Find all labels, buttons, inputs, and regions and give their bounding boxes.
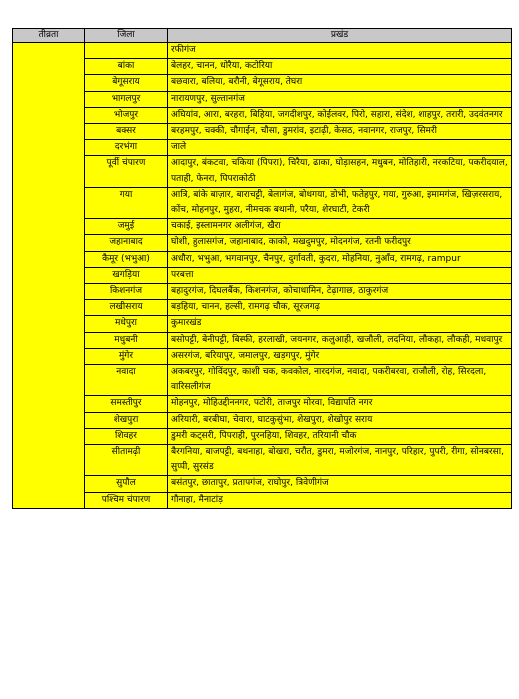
table-row — [13, 59, 512, 75]
district-cell: सीतामढ़ी — [85, 445, 168, 476]
district-cell: बक्सर — [85, 124, 168, 140]
district-cell: गया — [85, 187, 168, 218]
table-row — [13, 140, 512, 156]
blocks-cell: आत्रि, बांके बाज़ार, बाराचट्टी, बेलागंज, बोधगया, डोभी, फतेहपुर, गया, गुरुआ, इमामगंज, खिज़रसराय, कोंच, मोहनपुर, मुहरा, नीमचक बथानी, परैया, शेरघाटी, टेकरी — [168, 187, 512, 218]
header-block: प्रखंड — [168, 29, 512, 43]
blocks-cell: असरगंज, बरियापुर, जमालपुर, खड़गपुर, मुंगेर — [168, 348, 512, 364]
district-cell: बांका — [85, 59, 168, 75]
blocks-cell: अकबरपुर, गोविंदपुर, काशी चक, कवकोल, नारदगंज, नवादा, पकरीबरवा, राजौली, रोह, सिरदला, वारिसलीगंज — [168, 365, 512, 396]
blocks-cell: परबत्ता — [168, 267, 512, 283]
district-cell: दरभंगा — [85, 140, 168, 156]
district-cell: शिवहर — [85, 428, 168, 444]
blocks-cell: बैरगनिया, बाजपट्टी, बथनाहा, बोखरा, चरौत, डुमरा, मजोरगंज, नानपुर, परिहार, पुपरी, रीगा, सोनबरसा, सुप्पी, सुरसंड — [168, 445, 512, 476]
district-cell — [85, 43, 168, 59]
district-cell: पश्चिम चंपारण — [85, 492, 168, 508]
district-cell: मधेपुरा — [85, 316, 168, 332]
table-row — [13, 412, 512, 428]
blocks-cell: मोहनपुर, मोहिउद्दीननगर, पटोरी, ताजपुर मोरवा, विद्यापति नगर — [168, 396, 512, 412]
blocks-cell: घोशी, हुलासगंज, जहानाबाद, काको, मखदुमपुर, मोदनगंज, रतनी फरीदपुर — [168, 235, 512, 251]
table-row — [13, 235, 512, 251]
blocks-cell: डुमरी कट्सरी, पिपराही, पुरनहिया, शिवहर, तरियानी चौक — [168, 428, 512, 444]
table-row — [13, 476, 512, 492]
district-cell: कैमूर (भभुआ) — [85, 251, 168, 267]
district-cell: किशनगंज — [85, 284, 168, 300]
blocks-cell: चकाई, इस्लामनगर अलीगंज, खैरा — [168, 219, 512, 235]
blocks-cell: बसोपट्टी, बेनीपट्टी, बिस्फी, हरलाखी, जयनगर, कलुआही, खजौली, लदनिया, लौकहा, लौकही, मधवापुर — [168, 332, 512, 348]
district-cell: खगड़िया — [85, 267, 168, 283]
table-header-row — [13, 29, 512, 43]
district-cell: नवादा — [85, 365, 168, 396]
table-row — [13, 428, 512, 444]
district-cell: सुपौल — [85, 476, 168, 492]
blocks-cell: अरियारी, बरबीघा, चेवारा, घाटकुसुंभा, शेखपुरा, शेखोपुर सराय — [168, 412, 512, 428]
table-row — [13, 251, 512, 267]
table-row — [13, 492, 512, 508]
table-row — [13, 316, 512, 332]
district-cell: जहानाबाद — [85, 235, 168, 251]
blocks-cell: रफीगंज — [168, 43, 512, 59]
blocks-cell: गौनाहा, मैनाटांड़ — [168, 492, 512, 508]
table-row — [13, 187, 512, 218]
table-row — [13, 365, 512, 396]
blocks-cell: बसंतपुर, छातापुर, प्रतापगंज, राघोपुर, त्रिवेणीगंज — [168, 476, 512, 492]
district-cell: भागलपुर — [85, 91, 168, 107]
blocks-cell: कुमारखंड — [168, 316, 512, 332]
header-district: जिला — [85, 29, 168, 43]
table-body — [13, 43, 512, 509]
district-cell: बेगूसराय — [85, 75, 168, 91]
district-cell: मधुबनी — [85, 332, 168, 348]
table-row — [13, 284, 512, 300]
table-row — [13, 43, 512, 59]
district-cell: मुंगेर — [85, 348, 168, 364]
table-row — [13, 91, 512, 107]
header-severity: तीव्रता — [13, 29, 85, 43]
blocks-cell: बछवारा, बलिया, बरौनी, बेगूसराय, तेघरा — [168, 75, 512, 91]
blocks-cell: आदापुर, बंकटवा, चकिया (पिपरा), चिरैया, ढाका, घोड़ासहन, मधुबन, मोतिहारी, नरकटिया, पकरीदयाल, पताही, फेनरा, पिपराकोठी — [168, 156, 512, 187]
blocks-cell: अघियांव, आरा, बरहरा, बिहिया, जगदीशपुर, कोईलवर, पिरो, सहारा, संदेश, शाहपुर, तरारी, उदवंतनगर — [168, 107, 512, 123]
district-cell: समस्तीपुर — [85, 396, 168, 412]
table-row — [13, 332, 512, 348]
blocks-cell: जाले — [168, 140, 512, 156]
district-cell: भोजपुर — [85, 107, 168, 123]
blocks-cell: अधौरा, भभुआ, भगवानपुर, चैनपुर, दुर्गावती, कुदरा, मोहनिया, नुआँव, रामगढ़, rampur — [168, 251, 512, 267]
table-row — [13, 107, 512, 123]
district-cell: जमुई — [85, 219, 168, 235]
table-row — [13, 300, 512, 316]
table-row — [13, 75, 512, 91]
table-row — [13, 445, 512, 476]
district-block-table — [12, 28, 512, 509]
blocks-cell: बहादुरगंज, दिघलबैंक, किशनगंज, कोचाधामिन, टेढ़ागाछ, ठाकुरगंज — [168, 284, 512, 300]
table-row — [13, 124, 512, 140]
table-row — [13, 348, 512, 364]
severity-cell — [13, 43, 85, 509]
table-row — [13, 267, 512, 283]
district-cell: लखीसराय — [85, 300, 168, 316]
blocks-cell: बेलहर, चानन, धोरैया, कटोरिया — [168, 59, 512, 75]
blocks-cell: बड़हिया, चानन, हल्सी, रामगढ़ चौक, सूरजगढ़ — [168, 300, 512, 316]
district-cell: पूर्वी चंपारण — [85, 156, 168, 187]
district-block-table-container — [12, 28, 512, 509]
table-row — [13, 396, 512, 412]
blocks-cell: बरहमपुर, चक्की, चौगाईन, चौसा, डुमरांव, इटाढ़ी, केसठ, नवानगर, राजपुर, सिमरी — [168, 124, 512, 140]
table-row — [13, 219, 512, 235]
district-cell: शेखपुरा — [85, 412, 168, 428]
table-row — [13, 156, 512, 187]
blocks-cell: नारायणपुर, सुल्तानगंज — [168, 91, 512, 107]
